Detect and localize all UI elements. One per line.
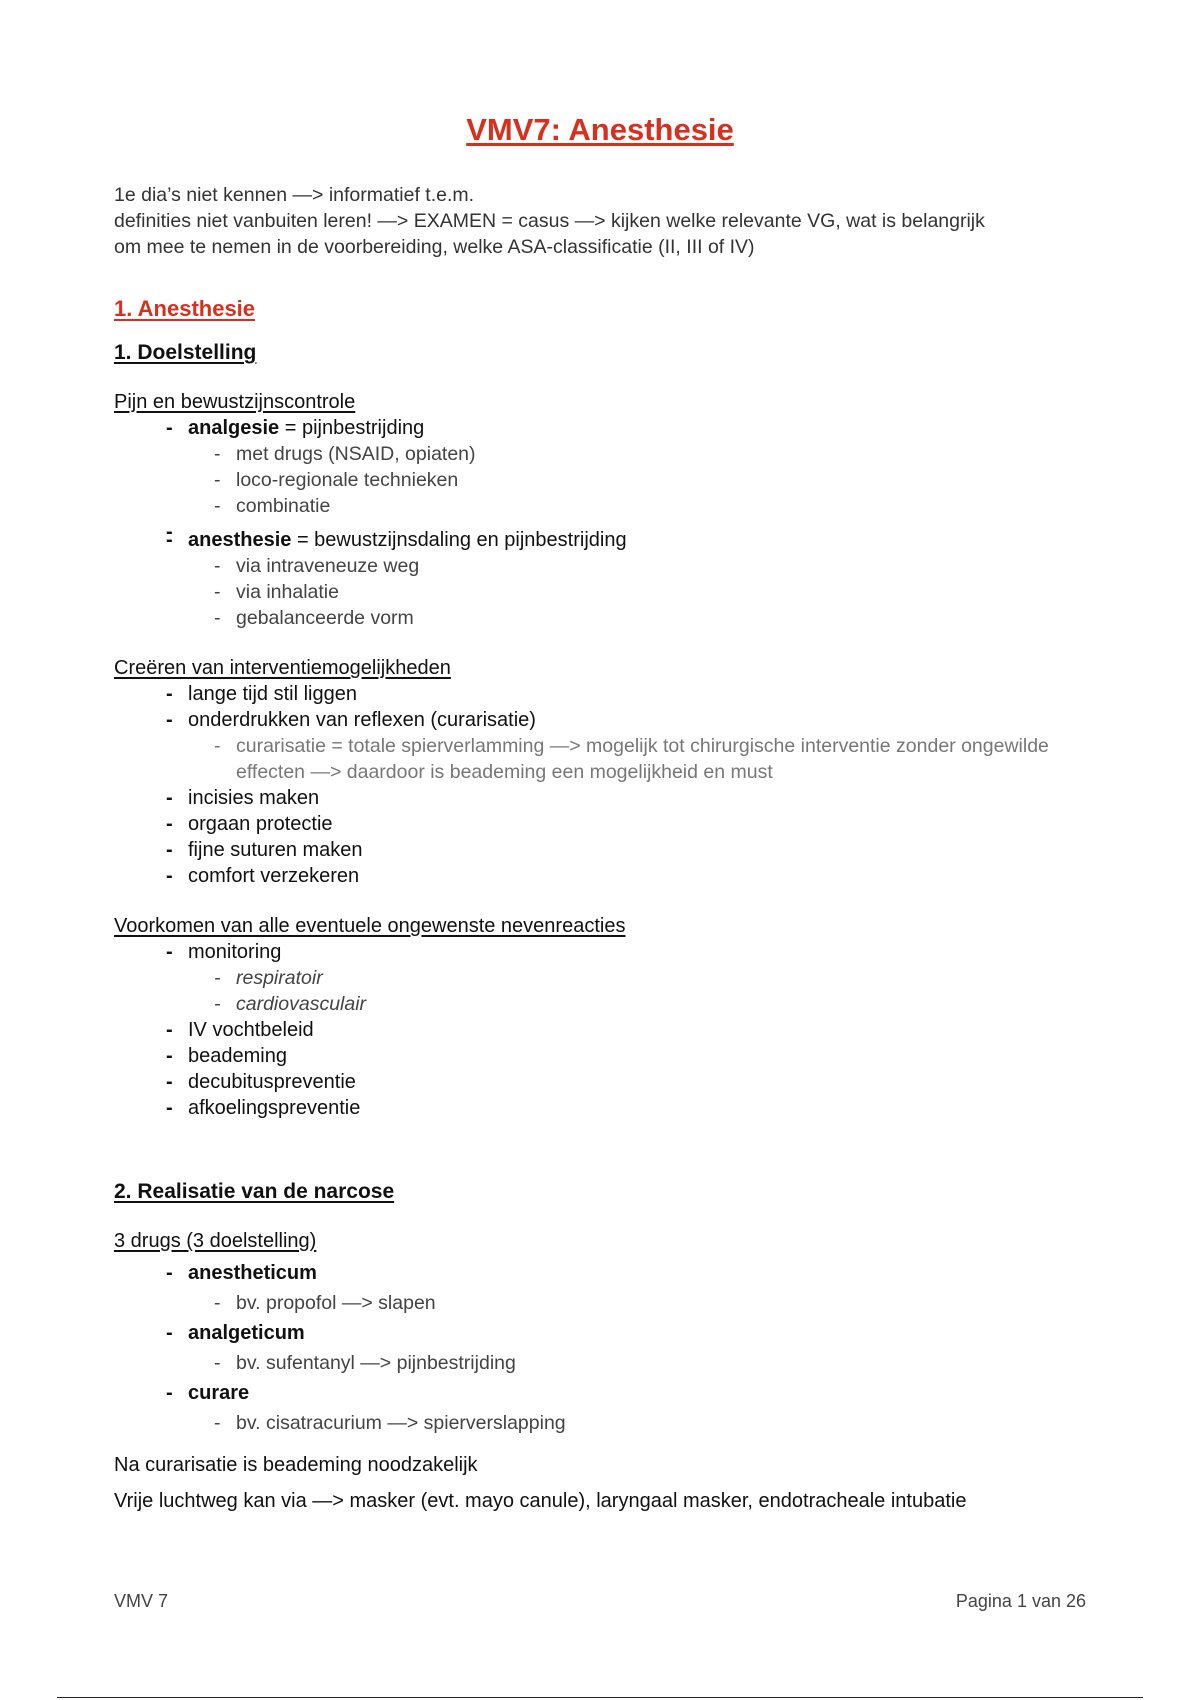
sub-list-item: - curarisatie = totale spierverlamming —> mogelijk tot chirurgische interventie zonder ongewilde effecten —> daardoor is beademing een mogelijkheid en must bbox=[214, 733, 1094, 785]
intro-paragraph bbox=[114, 182, 1094, 260]
bullet-list bbox=[114, 415, 1094, 631]
group-label: Pijn en bewustzijnscontrole bbox=[114, 391, 356, 413]
bullet-list bbox=[114, 939, 1094, 1121]
document-title: VMV7: Anesthesie bbox=[466, 112, 734, 147]
sub-list bbox=[188, 1288, 1094, 1318]
section-heading: 1. Anesthesie bbox=[114, 296, 256, 321]
list-item: - onderdrukken van reflexen (curarisatie) - curarisatie = totale spierverlamming —> mogelijk tot chirurgische interventie zonder ongewilde effecten —> daardoor is beademing een mogelijkheid en must bbox=[166, 707, 1094, 785]
sub-list-item: - via inhalatie bbox=[214, 579, 1094, 605]
sub-list-item: - bv. sufentanyl —> pijnbestrijding bbox=[214, 1348, 1094, 1378]
group-label: 3 drugs (3 doelstelling) bbox=[114, 1230, 317, 1252]
list-item: - comfort verzekeren bbox=[166, 863, 1094, 889]
spacer bbox=[166, 519, 1094, 527]
list-item: - anestheticum - bv. propofol —> slapen bbox=[166, 1258, 1094, 1318]
sub-list-item: - bv. cisatracurium —> spierverslapping bbox=[214, 1408, 1094, 1438]
list-item: - anesthesie = bewustzijnsdaling en pijnbestrijding - via intraveneuze weg - via inhalatie - gebalanceerde vorm bbox=[166, 527, 1094, 631]
sub-list bbox=[188, 1348, 1094, 1378]
sub-list bbox=[188, 553, 1094, 631]
footer-course: VMV 7 bbox=[114, 1591, 169, 1611]
sub-list-item: - combinatie bbox=[214, 493, 1094, 519]
list-item: - orgaan protectie bbox=[166, 811, 1094, 837]
bullet-list bbox=[114, 1258, 1094, 1438]
bullet-list bbox=[114, 681, 1094, 889]
sub-list-item: - bv. propofol —> slapen bbox=[214, 1288, 1094, 1318]
page-divider bbox=[57, 1697, 1143, 1698]
subsection-heading: 2. Realisatie van de narcose bbox=[114, 1180, 395, 1203]
subsection-heading: 1. Doelstelling bbox=[114, 341, 257, 364]
list-item: - beademing bbox=[166, 1043, 1094, 1069]
list-item: - curare - bv. cisatracurium —> spierverslapping bbox=[166, 1378, 1094, 1438]
group-label: Voorkomen van alle eventuele ongewenste nevenreacties bbox=[114, 915, 626, 937]
list-item: - lange tijd stil liggen bbox=[166, 681, 1094, 707]
sub-list bbox=[188, 1408, 1094, 1438]
sub-list-item: - met drugs (NSAID, opiaten) bbox=[214, 441, 1094, 467]
sub-list-item: - cardiovasculair bbox=[214, 991, 1094, 1017]
paragraph: Na curarisatie is beademing noodzakelijk bbox=[114, 1454, 478, 1476]
list-item: - analgeticum - bv. sufentanyl —> pijnbestrijding bbox=[166, 1318, 1094, 1378]
footer-page-number: Pagina 1 van 26 bbox=[955, 1591, 1086, 1611]
intro-line: om mee te nemen in de voorbereiding, welke ASA-classificatie (II, III of IV) bbox=[114, 236, 755, 258]
list-item: - incisies maken bbox=[166, 785, 1094, 811]
sub-list bbox=[188, 441, 1094, 519]
list-item: - afkoelingspreventie bbox=[166, 1095, 1094, 1121]
intro-line: 1e dia’s niet kennen —> informatief t.e.m. bbox=[114, 184, 475, 206]
document-body bbox=[114, 182, 1094, 1514]
sub-list-item: - gebalanceerde vorm bbox=[214, 605, 1094, 631]
group-label: Creëren van interventiemogelijkheden bbox=[114, 657, 451, 679]
sub-list bbox=[188, 965, 1094, 1017]
list-item: - fijne suturen maken bbox=[166, 837, 1094, 863]
list-item: - monitoring - respiratoir - cardiovasculair bbox=[166, 939, 1094, 1017]
sub-list bbox=[188, 733, 1094, 785]
list-item: - analgesie = pijnbestrijding - met drugs (NSAID, opiaten) - loco-regionale technieken - combinatie bbox=[166, 415, 1094, 519]
spacer bbox=[114, 1121, 1094, 1161]
sub-list-item: - respiratoir bbox=[214, 965, 1094, 991]
sub-list-item: - via intraveneuze weg bbox=[214, 553, 1094, 579]
list-item: - IV vochtbeleid bbox=[166, 1017, 1094, 1043]
intro-line: definities niet vanbuiten leren! —> EXAMEN = casus —> kijken welke relevante VG, wat is belangrijk bbox=[114, 210, 985, 232]
list-item: - decubituspreventie bbox=[166, 1069, 1094, 1095]
sub-list-item: - loco-regionale technieken bbox=[214, 467, 1094, 493]
paragraph: Vrije luchtweg kan via —> masker (evt. mayo canule), laryngaal masker, endotracheale intubatie bbox=[114, 1490, 967, 1512]
